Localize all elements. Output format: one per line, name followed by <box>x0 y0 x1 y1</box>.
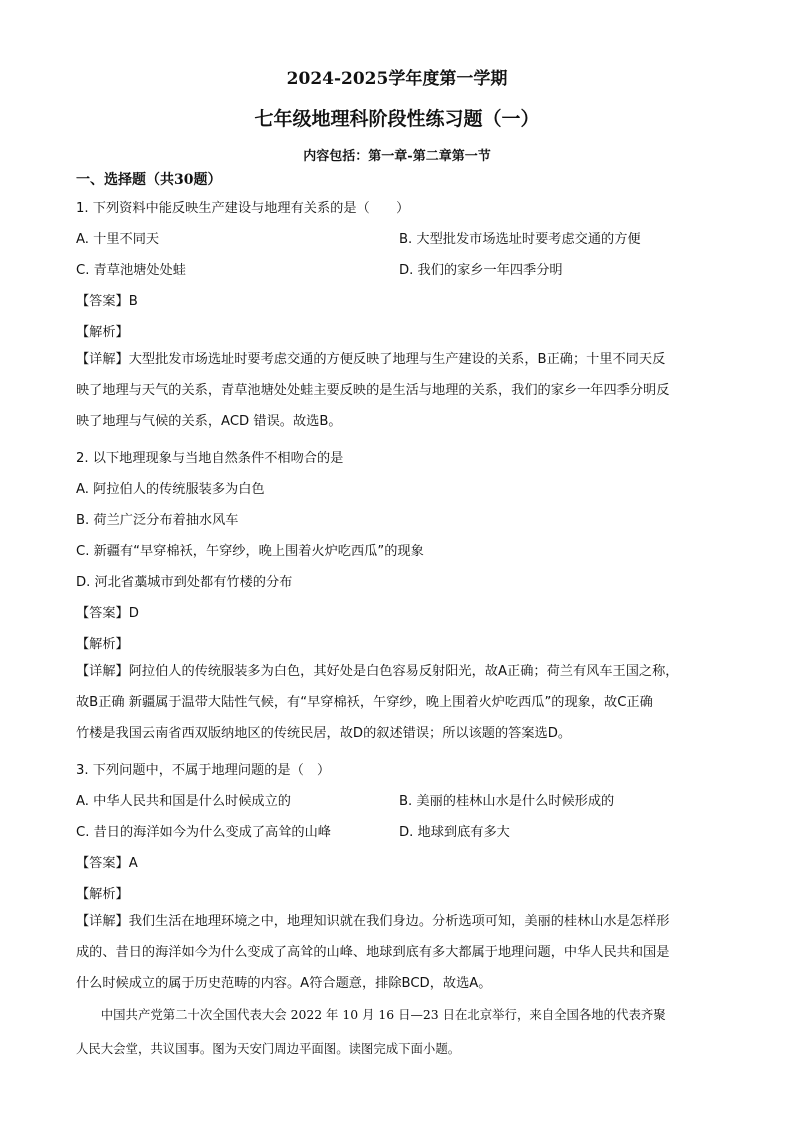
detail-line: 【详解】大型批发市场选址时要考虑交通的方便反映了地理与生产建设的关系，B正确；十里不同天反 <box>76 352 666 367</box>
question-1-analysis-label: 【解析】 <box>76 325 129 340</box>
material-line: 人民大会堂，共议国事。图为天安门周边平面图。读图完成下面小题。 <box>76 1041 461 1056</box>
question-1-option-a: A. 十里不同天 <box>76 232 160 247</box>
detail-line: 故B正确 新疆属于温带大陆性气候，有“早穿棉袄，午穿纱，晚上围着火炉吃西瓜”的现象，故C正确 <box>76 695 653 710</box>
detail-line: 什么时候成立的属于历史范畴的内容。A符合题意，排除BCD，故选A。 <box>76 976 492 991</box>
question-1-option-b: B. 大型批发市场选址时要考虑交通的方便 <box>399 232 641 247</box>
question-1-option-d: D. 我们的家乡一年四季分明 <box>399 263 563 278</box>
scope-line: 内容包括：第一章-第二章第一节 <box>303 149 491 164</box>
detail-line: 成的、昔日的海洋如今为什么变成了高耸的山峰、地球到底有多大都属于地理问题，中华人民共和国是 <box>76 945 670 960</box>
question-3-analysis-label: 【解析】 <box>76 887 129 902</box>
detail-line: 竹楼是我国云南省西双版纳地区的传统民居，故D的叙述错误；所以该题的答案选D。 <box>76 726 572 741</box>
section-title: 一、选择题（共30题） <box>76 172 222 188</box>
question-1-answer: 【答案】B <box>76 294 138 309</box>
question-1-stem: 1. 下列资料中能反映生产建设与地理有关系的是（ ） <box>76 201 410 216</box>
detail-line: 【详解】阿拉伯人的传统服装多为白色，其好处是白色容易反射阳光，故A正确；荷兰有风车王国之称， <box>76 664 679 679</box>
question-3-option-a: A. 中华人民共和国是什么时候成立的 <box>76 794 291 809</box>
question-2-option-c: C. 新疆有“早穿棉袄，午穿纱，晚上围着火炉吃西瓜”的现象 <box>76 544 424 559</box>
question-2-analysis-label: 【解析】 <box>76 637 129 652</box>
question-2-option-d: D. 河北省藁城市到处都有竹楼的分布 <box>76 575 293 590</box>
question-3-detail <box>76 912 716 1005</box>
question-1-option-c: C. 青草池塘处处蛙 <box>76 263 186 278</box>
question-1-detail <box>76 350 716 443</box>
question-3-stem: 3. 下列问题中，不属于地理问题的是（ ） <box>76 763 331 778</box>
question-2-option-b: B. 荷兰广泛分布着抽水风车 <box>76 513 239 528</box>
detail-line: 映了地理与天气的关系，青草池塘处处蛙主要反映的是生活与地理的关系，我们的家乡一年四季分明反 <box>76 383 670 398</box>
question-3-answer: 【答案】A <box>76 856 138 871</box>
question-3-option-d: D. 地球到底有多大 <box>399 825 510 840</box>
title-line-2: 七年级地理科阶段性练习题（一） <box>254 108 540 130</box>
detail-line: 【详解】我们生活在地理环境之中，地理知识就在我们身边。分析选项可知，美丽的桂林山水是怎样形 <box>76 914 670 929</box>
question-2-answer: 【答案】D <box>76 606 139 621</box>
question-2-option-a: A. 阿拉伯人的传统服装多为白色 <box>76 482 265 497</box>
question-3-option-c: C. 昔日的海洋如今为什么变成了高耸的山峰 <box>76 825 331 840</box>
material-passage <box>76 1005 726 1073</box>
question-2-stem: 2. 以下地理现象与当地自然条件不相吻合的是 <box>76 451 344 466</box>
material-line: 中国共产党第二十次全国代表大会 2022 年 10 月 16 日—23 日在北京举行，来自全国各地的代表齐聚 <box>76 1007 666 1022</box>
question-2-detail <box>76 662 716 755</box>
detail-line: 映了地理与气候的关系，ACD 错误。故选B。 <box>76 414 342 429</box>
title-line-1: 2024-2025学年度第一学期 <box>286 69 508 89</box>
question-3-option-b: B. 美丽的桂林山水是什么时候形成的 <box>399 794 615 809</box>
